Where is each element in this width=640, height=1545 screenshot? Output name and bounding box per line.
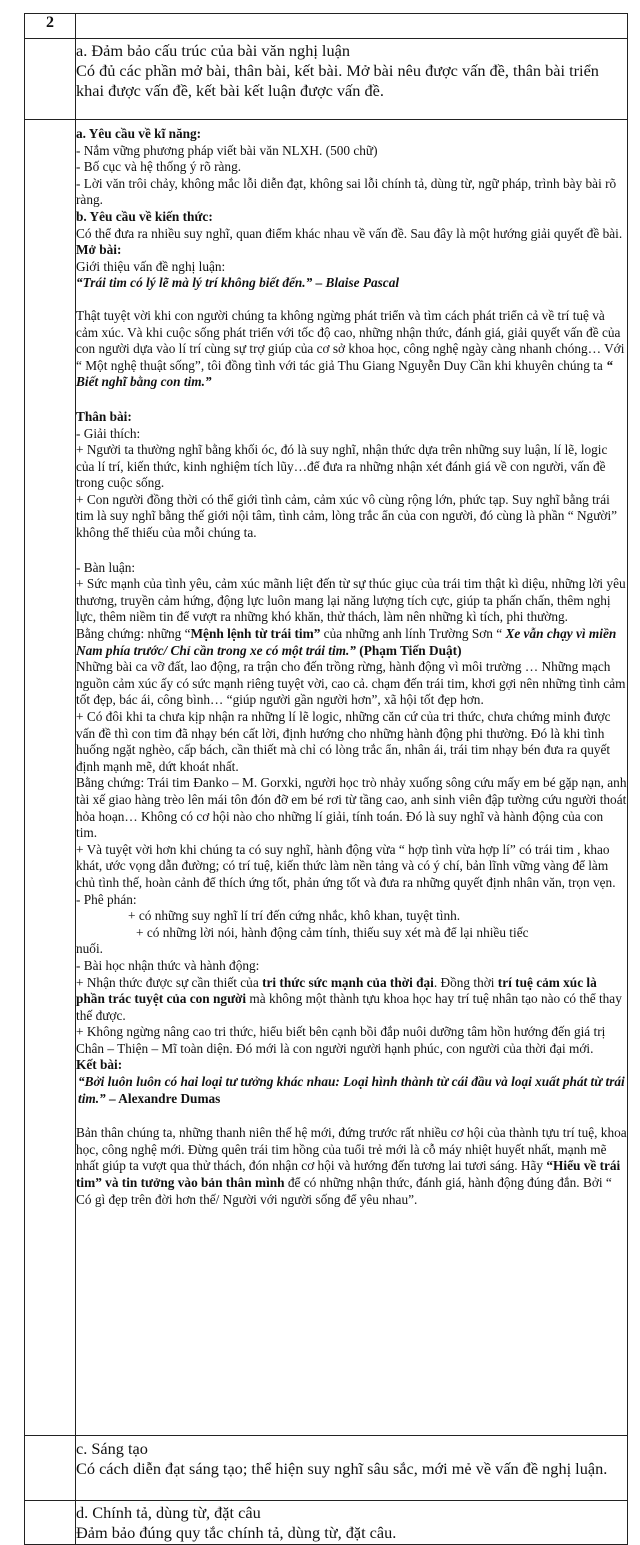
spacer [76, 1107, 627, 1125]
section-c-heading: c. Sáng tạo [76, 1439, 148, 1458]
bai-hoc-text: mà không một thành tựu khoa học hay trí tuệ nhân tạo nào có thể thay thế được. [76, 991, 622, 1023]
giai-thich-label: - Giải thích: [76, 425, 141, 441]
score-cell-d [25, 1501, 76, 1545]
spacer [76, 542, 627, 560]
skill-item: - Lời văn trôi chảy, không mắc lỗi diễn đạt, không sai lỗi chính tả, dùng từ, ngữ pháp, trình bày bài rõ ràng. [76, 175, 617, 208]
giai-thich-point: + Con người đồng thời có thể giới tình cảm, cảm xúc vô cùng rộng lớn, phức tạp. Suy nghĩ bằng trái tim là suy nghĩ bằng thế giới nội tâm, tình cảm, lòng trắc ẩn của con người, đó cùng là phần “ Người” không thể thiếu của mỗi chúng ta. [76, 491, 618, 541]
bai-hoc-text: . Đồng thời [433, 974, 498, 990]
section-a-text: Có đủ các phần mở bài, thân bài, kết bài. Mở bài nêu được vấn đề, thân bài triển khai được vấn đề, kết bài kết luận được vấn đề. [76, 61, 599, 100]
closing-quote [76, 1074, 627, 1107]
section-a-heading: a. Đảm bảo cấu trúc của bài văn nghị luận [76, 41, 350, 60]
skills-heading: a. Yêu cầu về kĩ năng: [76, 126, 202, 141]
phe-phan-point: + có những lời nói, hành động cảm tính, thiếu suy xét mà để lại nhiều tiếc [136, 924, 529, 940]
opening-quote: “Trái tim có lý lẽ mà lý trí không biết đến.” – Blaise Pascal [76, 275, 400, 291]
section-d-cell [76, 1501, 628, 1545]
knowledge-intro: Có thể đưa ra nhiều suy nghĩ, quan điểm khác nhau về vấn đề. Sau đây là một hướng giải quyết đề bài. [76, 225, 623, 241]
mo-bai-heading: Mở bài: [76, 242, 122, 258]
bai-hoc-point [76, 975, 627, 1025]
evidence-quote: Xe vẫn chạy vì miền Nam phía trước/ Chỉ cần trong xe có một trái tim.” [76, 626, 617, 658]
section-a-cell [76, 39, 628, 120]
ban-luan-point: + Và tuyệt vời hơn khi chúng ta có suy nghĩ, hành động vừa “ hợp tình vừa hợp lí” có trái tim , khao khát, ước vọng dẫn đường; có trí tuệ, kiến thức làm nền tảng và có ý chí, bản lĩnh vững vàng để làm chủ tình thế, hoàn cảnh để thích ứng tốt, phản ứng tốt và đưa ra những quyết định nhân văn, trọn vẹn. [76, 841, 616, 890]
closing-quote-text: “Bởi luôn luôn có hai loại tư tưởng khác nhau: Loại hình thành từ cái đầu và loại xuất phát từ trái tim.” [78, 1074, 625, 1106]
evidence-text: Bằng chứng: những “ [76, 626, 191, 642]
ket-bai-text: Bản thân chúng ta, những thanh niên thế hệ mới, đứng trước rất nhiều cơ hội của thành tựu trí tuệ, khoa học, công nghệ mới. Đừng quên trái tim hồng của tuổi trẻ mới là cỗ máy nhiệt huyết nhất, mạnh mẽ nhất giúp ta vượt qua thử thách, đón nhận cơ hội và hướng đến tương lai tươi sáng. Hãy [76, 1125, 627, 1174]
scoring-table [24, 13, 628, 1545]
row-section-d [25, 1501, 628, 1545]
bai-hoc-label: - Bài học nhận thức và hành động: [76, 957, 260, 973]
section-b-cell [76, 120, 628, 1436]
question-number: 2 [25, 14, 76, 39]
section-d-heading: d. Chính tả, dùng từ, đặt câu [76, 1503, 261, 1522]
bai-hoc-bold: trí tuệ cảm xúc là phần trác tuyệt của con người [76, 974, 597, 1007]
ket-bai-text: để có những nhận thức, đánh giá, hành động đúng đắn. Bởi “ Có gì đẹp trên đời hơn thế/ Người với người sống để yêu nhau”. [76, 1175, 612, 1207]
ket-bai-heading: Kết bài: [76, 1057, 123, 1073]
score-cell-c [25, 1436, 76, 1501]
section-c-text: Có cách diễn đạt sáng tạo; thể hiện suy nghĩ sâu sắc, mới mẻ về vấn đề nghị luận. [76, 1459, 608, 1478]
bai-hoc-point: + Không ngừng nâng cao tri thức, hiểu biết bên cạnh bồi đắp nuôi dưỡng tâm hồn hướng đến giá trị Chân – Thiện – Mĩ toàn diện. Đó mới là con người người hạnh phúc, con người của thời đại mới. [76, 1024, 606, 1056]
spacer [76, 292, 627, 308]
ban-luan-point: + Sức mạnh của tình yêu, cảm xúc mãnh liệt đến từ sự thúc giục của trái tim thật kì diệu, những lời yêu thương, truyền cảm hứng, động lực luôn mang lại năng lượng tích cực, giúp ta phấn chấn, thêm nghị lực, thêm niềm tin để vượt ra những khó khăn, thử thách, làm nên những kì tích, phi thường. [76, 576, 626, 625]
evidence-author: (Phạm Tiến Duật) [355, 642, 462, 658]
closing-quote-author: – Alexandre Dumas [105, 1090, 221, 1106]
than-bai-heading: Thân bài: [76, 408, 132, 424]
ban-luan-label: - Bàn luận: [76, 559, 136, 575]
mo-bai-quote: “ Biết nghĩ bằng con tim.” [76, 357, 613, 390]
evidence-text: của những anh lính Trường Sơn “ [320, 626, 506, 642]
ban-luan-point: + Có đôi khi ta chưa kịp nhận ra những lí lẽ logic, những căn cứ của tri thức, chưa chứng minh được vấn đề thì con tim đã nhạy bén cất lời, định hướng cho những hành động phi thường. Đó là khi tình huống ngặt nghèo, cấp bách, cần thiết mà chỉ có lòng trắc ẩn, nhân ái, trái tim nhạy bén đưa ra quyết định mạnh mẽ, dứt khoát nhất. [76, 709, 611, 774]
score-cell-a [25, 39, 76, 120]
row-section-b [25, 120, 628, 1436]
spacer [76, 391, 627, 409]
phe-phan-point-cont: nuối. [76, 941, 103, 957]
skill-item: - Bố cục và hệ thống ý rõ ràng. [76, 159, 242, 175]
row-section-a [25, 39, 628, 120]
section-d-text: Đảm bảo đúng quy tắc chính tả, dùng từ, đặt câu. [76, 1523, 397, 1542]
ket-bai-paragraph [76, 1125, 627, 1208]
evidence-1 [76, 626, 627, 659]
skill-item: - Nắm vững phương pháp viết bài văn NLXH. (500 chữ) [76, 142, 378, 158]
row-section-c [25, 1436, 628, 1501]
knowledge-heading: b. Yêu cầu về kiến thức: [76, 208, 213, 224]
ket-bai-bold: “Hiểu về trái tim” và tin tưởng vào bản thân mình [76, 1158, 621, 1191]
mo-bai-text: Thật tuyệt vời khi con người chúng ta không ngừng phát triển và tìm cách phát triển cả về trí tuệ và cảm xúc. Và khi cuộc sống phát triển với tốc độ cao, những nhận thức, đánh giá, giải quyết vấn đề của con người dựa vào lí trí cùng sự trợ giúp của cơ sở khoa học, công nghệ ngày càng nhanh chóng… Với “ Một nghệ thuật sống”, tôi đồng tình với tác giả Thu Giang Nguyễn Duy Cần khi khuyên chúng ta [76, 307, 625, 373]
evidence-bold: Mệnh lệnh từ trái tim” [190, 626, 321, 642]
phe-phan-label: - Phê phán: [76, 891, 137, 907]
mo-bai-paragraph [76, 308, 627, 391]
score-cell-b [25, 120, 76, 1436]
bai-hoc-text: + Nhận thức được sự cần thiết của [76, 974, 263, 990]
bai-hoc-bold: tri thức sức mạnh của thời đại [262, 974, 434, 990]
header-row [25, 14, 628, 39]
evidence-2: Bằng chứng: Trái tim Đanko – M. Gorxki, người học trò nhảy xuống sông cứu mấy em bé gặp nạn, anh tài xế giao hàng trèo lên mái tôn đón đỡ em bé rơi từ tầng cao, anh sinh viên đập tường cứu người thoát hỏa hoạn… Không có cơ hội nào cho những lí giải, tính toán. Đó là suy nghĩ và hành động của con tim. [76, 775, 627, 841]
mo-bai-intro: Giới thiệu vấn đề nghị luận: [76, 258, 226, 274]
ban-luan-paragraph: Những bài ca vỡ đất, lao động, ra trận cho đến trồng rừng, hành động vì môi trường … Những mạch nguồn cảm xúc ấy có sức mạnh riêng tuyệt vời, cao cả. chạm đến trái tim, khơi gợi nên những tình cảm tốt đẹp, bác ái, công bình… “giúp người gần người hơn”, xã hội tốt đẹp hơn. [76, 659, 626, 708]
header-empty-cell [76, 14, 628, 39]
section-c-cell [76, 1436, 628, 1501]
giai-thich-point: + Người ta thường nghĩ bằng khối óc, đó là suy nghĩ, nhận thức dựa trên những suy luận, lí lẽ, logic của lí trí, kiến thức, kinh nghiệm tích lũy…để đưa ra những nhận xét đánh giá về con người, vấn đề trong cuộc sống. [76, 442, 608, 491]
phe-phan-point: + có những suy nghĩ lí trí đến cứng nhắc, khô khan, tuyệt tình. [128, 908, 461, 924]
